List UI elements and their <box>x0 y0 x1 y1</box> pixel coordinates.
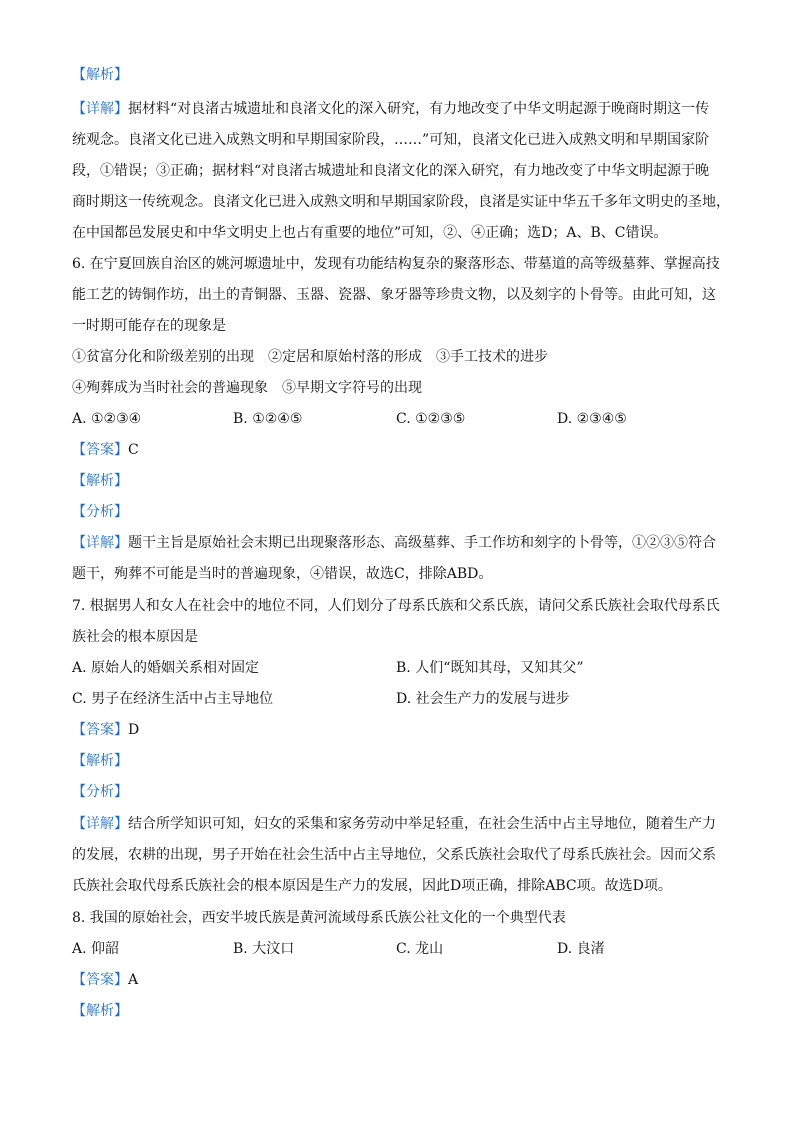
detail-line: 段，①错误；③正确；据材料“对良渚古城遗址和良渚文化的深入研究，有力地改变了中华文明起源于晚 <box>72 163 710 179</box>
q7-analysis-label: 【解析】 <box>72 753 128 769</box>
question-6-stem: 能工艺的铸铜作坊，出土的青铜器、玉器、瓷器、象牙器等珍贵文物，以及刻字的卜骨等。由此可知，这 <box>72 287 716 303</box>
analysis-label: 【解析】 <box>72 67 128 83</box>
q6-answer: 【答案】C <box>72 442 139 458</box>
q6-option-a: A. ①②③④ <box>72 411 142 427</box>
q8-option-a: A. 仰韶 <box>72 941 120 957</box>
q6-option-b: B. ①②④⑤ <box>233 411 303 427</box>
q6-option-d: D. ②③④⑤ <box>557 411 627 427</box>
q7-fenxi-label: 【分析】 <box>72 784 128 800</box>
q7-option-b: B. 人们“既知其母，又知其父” <box>396 660 584 676</box>
question-8-stem: 8. 我国的原始社会，西安半坡氏族是黄河流域母系氏族公社文化的一个典型代表 <box>72 910 566 926</box>
q6-detail: 题干，殉葬不可能是当时的普遍现象，④错误，故选C，排除ABD。 <box>72 566 493 582</box>
q7-option-a: A. 原始人的婚姻关系相对固定 <box>72 660 260 676</box>
q7-detail: 的发展，农耕的出现，男子开始在社会生活中占主导地位，父系氏族社会取代了母系氏族社会。因而父系 <box>72 847 716 863</box>
q6-option-c: C. ①②③⑤ <box>396 411 466 427</box>
question-7-stem: 族社会的根本原因是 <box>72 629 198 645</box>
q6-detail: 【详解】题干主旨是原始社会末期已出现聚落形态、高级墓葬、手工作坊和刻字的卜骨等，①②③⑤符合 <box>72 535 716 551</box>
q8-option-d: D. 良渚 <box>557 941 605 957</box>
question-6-item: ④殉葬成为当时社会的普遍现象 ⑤早期文字符号的出现 <box>72 380 422 396</box>
q7-answer: 【答案】D <box>72 722 140 738</box>
question-7-stem: 7. 根据男人和女人在社会中的地位不同，人们划分了母系氏族和父系氏族，请问父系氏族社会取代母系氏 <box>72 598 720 614</box>
question-6-stem: 6. 在宁夏回族自治区的姚河塬遗址中，发现有功能结构复杂的聚落形态、带墓道的高等级墓葬、掌握高技 <box>72 256 720 272</box>
detail-line: 【详解】据材料“对良渚古城遗址和良渚文化的深入研究，有力地改变了中华文明起源于晚商时期这一传 <box>72 101 710 117</box>
q8-analysis-label: 【解析】 <box>72 1003 128 1019</box>
detail-line: 商时期这一传统观念。良渚文化已进入成熟文明和早期国家阶段，良渚是实证中华五千多年文明史的圣地， <box>72 194 730 210</box>
q8-answer: 【答案】A <box>72 972 139 988</box>
q6-analysis-label: 【解析】 <box>72 473 128 489</box>
detail-line: 在中国都邑发展史和中华文明史上也占有重要的地位”可知，②、④正确；选D；A、B、C错误。 <box>72 225 668 241</box>
q8-option-b: B. 大汶口 <box>233 941 295 957</box>
q6-fenxi-label: 【分析】 <box>72 504 128 520</box>
q8-option-c: C. 龙山 <box>396 941 444 957</box>
q7-detail: 氏族社会取代母系氏族社会的根本原因是生产力的发展，因此D项正确，排除ABC项。故选D项。 <box>72 878 672 894</box>
question-6-stem: 一时期可能存在的现象是 <box>72 318 226 334</box>
detail-label: 【详解】 <box>72 101 128 117</box>
q7-option-c: C. 男子在经济生活中占主导地位 <box>72 691 274 707</box>
detail-line: 统观念。良渚文化已进入成熟文明和早期国家阶段，……”可知，良渚文化已进入成熟文明和早期国家阶 <box>72 132 710 148</box>
question-6-item: ①贫富分化和阶级差别的出现 ②定居和原始村落的形成 ③手工技术的进步 <box>72 349 548 365</box>
q7-option-d: D. 社会生产力的发展与进步 <box>396 691 570 707</box>
q7-detail: 【详解】结合所学知识可知，妇女的采集和家务劳动中举足轻重，在社会生活中占主导地位，随着生产力 <box>72 816 716 832</box>
